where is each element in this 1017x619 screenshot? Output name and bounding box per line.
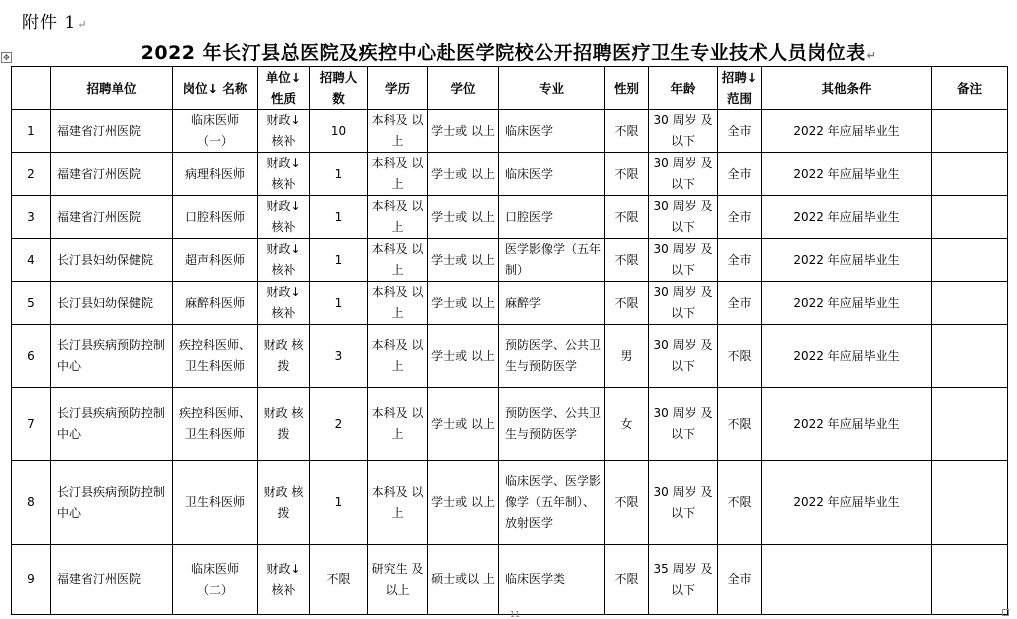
cell-unit-type: 财政↓ 核补	[258, 545, 310, 615]
cell-index: 4	[12, 239, 51, 282]
cell-unit: 福建省汀州医院	[51, 196, 173, 239]
header-degree: 学位	[428, 67, 499, 110]
cell-age: 30 周岁 及以下	[649, 282, 718, 325]
cell-position: 临床医师 （二）	[173, 545, 258, 615]
paragraph-mark-icon: ↵	[866, 49, 877, 62]
cell-degree: 学士或 以上	[428, 282, 499, 325]
table-row	[12, 282, 1008, 325]
header-gender: 性别	[605, 67, 649, 110]
cell-remarks	[932, 388, 1008, 461]
cell-gender: 女	[605, 388, 649, 461]
table-row	[12, 239, 1008, 282]
annex-label	[22, 8, 87, 33]
cell-position: 疾控科医师、卫生科医师	[173, 325, 258, 388]
cell-gender: 不限	[605, 196, 649, 239]
cell-position: 疾控科医师、卫生科医师	[173, 388, 258, 461]
cell-headcount: 1	[310, 239, 368, 282]
cell-gender: 不限	[605, 282, 649, 325]
cell-age: 30 周岁 及以下	[649, 388, 718, 461]
cell-position: 临床医师 （一）	[173, 110, 258, 153]
cell-scope: 全市	[718, 110, 762, 153]
cell-unit: 长汀县妇幼保健院	[51, 282, 173, 325]
table-header-row	[12, 67, 1008, 110]
cell-age: 30 周岁 及以下	[649, 239, 718, 282]
page-number: 11	[510, 610, 521, 619]
cell-unit: 长汀县妇幼保健院	[51, 239, 173, 282]
cell-position: 超声科医师	[173, 239, 258, 282]
cell-other-conditions: 2022 年应届毕业生	[762, 153, 932, 196]
cell-education: 本科及 以上	[368, 110, 428, 153]
cell-other-conditions: 2022 年应届毕业生	[762, 461, 932, 545]
cell-headcount: 10	[310, 110, 368, 153]
cell-gender: 不限	[605, 461, 649, 545]
cell-other-conditions: 2022 年应届毕业生	[762, 325, 932, 388]
cell-unit-type: 财政↓ 核补	[258, 153, 310, 196]
positions-table	[11, 66, 1008, 615]
cell-other-conditions	[762, 545, 932, 615]
cell-headcount: 不限	[310, 545, 368, 615]
cell-unit: 福建省汀州医院	[51, 110, 173, 153]
table-row	[12, 325, 1008, 388]
table-row	[12, 110, 1008, 153]
cell-age: 30 周岁 及以下	[649, 461, 718, 545]
cell-unit-type: 财政 核拨	[258, 388, 310, 461]
cell-remarks	[932, 325, 1008, 388]
cell-degree: 学士或 以上	[428, 461, 499, 545]
cell-other-conditions: 2022 年应届毕业生	[762, 110, 932, 153]
cell-education: 本科及 以上	[368, 282, 428, 325]
cell-position: 卫生科医师	[173, 461, 258, 545]
cell-scope: 不限	[718, 461, 762, 545]
table-row	[12, 388, 1008, 461]
cell-index: 8	[12, 461, 51, 545]
header-position: 岗位↓ 名称	[173, 67, 258, 110]
page-title	[0, 38, 1017, 65]
header-education: 学历	[368, 67, 428, 110]
cell-position: 口腔科医师	[173, 196, 258, 239]
cell-unit-type: 财政↓ 核补	[258, 110, 310, 153]
cell-unit-type: 财政 核拨	[258, 461, 310, 545]
cell-scope: 全市	[718, 196, 762, 239]
header-major: 专业	[499, 67, 605, 110]
cell-degree: 学士或 以上	[428, 153, 499, 196]
cell-education: 本科及 以上	[368, 196, 428, 239]
cell-unit: 长汀县疾病预防控制中心	[51, 461, 173, 545]
cell-index: 2	[12, 153, 51, 196]
cell-age: 30 周岁 及以下	[649, 153, 718, 196]
annex-text: 附件 1	[22, 13, 77, 33]
cell-age: 30 周岁 及以下	[649, 196, 718, 239]
cell-gender: 不限	[605, 545, 649, 615]
cell-gender: 男	[605, 325, 649, 388]
cell-index: 5	[12, 282, 51, 325]
cell-education: 本科及 以上	[368, 388, 428, 461]
cell-scope: 全市	[718, 153, 762, 196]
cell-remarks	[932, 282, 1008, 325]
cell-headcount: 1	[310, 282, 368, 325]
cell-degree: 学士或 以上	[428, 196, 499, 239]
cell-scope: 全市	[718, 545, 762, 615]
cell-gender: 不限	[605, 239, 649, 282]
cell-degree: 学士或 以上	[428, 388, 499, 461]
cell-unit-type: 财政↓ 核补	[258, 239, 310, 282]
cell-degree: 学士或 以上	[428, 239, 499, 282]
corner-marker-icon	[1002, 609, 1009, 616]
cell-major: 口腔医学	[499, 196, 605, 239]
cell-major: 临床医学、医学影像学（五年制）、放射医学	[499, 461, 605, 545]
header-index	[12, 67, 51, 110]
cell-gender: 不限	[605, 110, 649, 153]
cell-remarks	[932, 153, 1008, 196]
cell-degree: 学士或 以上	[428, 110, 499, 153]
cell-major: 预防医学、公共卫生与预防医学	[499, 325, 605, 388]
cell-major: 临床医学	[499, 110, 605, 153]
cell-remarks	[932, 110, 1008, 153]
cell-headcount: 1	[310, 153, 368, 196]
cell-headcount: 2	[310, 388, 368, 461]
cell-index: 7	[12, 388, 51, 461]
cell-unit-type: 财政↓ 核补	[258, 196, 310, 239]
cell-headcount: 3	[310, 325, 368, 388]
header-age: 年龄	[649, 67, 718, 110]
cell-other-conditions: 2022 年应届毕业生	[762, 239, 932, 282]
cell-education: 本科及 以上	[368, 239, 428, 282]
cell-major: 临床医学	[499, 153, 605, 196]
table-row	[12, 196, 1008, 239]
header-headcount: 招聘人 数	[310, 67, 368, 110]
cell-scope: 不限	[718, 388, 762, 461]
cell-major: 医学影像学（五年制）	[499, 239, 605, 282]
cell-degree: 学士或 以上	[428, 325, 499, 388]
cell-index: 9	[12, 545, 51, 615]
cell-index: 3	[12, 196, 51, 239]
header-remarks: 备注	[932, 67, 1008, 110]
cell-other-conditions: 2022 年应届毕业生	[762, 388, 932, 461]
table-move-handle-icon[interactable]: ✥	[1, 52, 12, 63]
cell-scope: 全市	[718, 239, 762, 282]
table-row	[12, 461, 1008, 545]
header-scope: 招聘↓ 范围	[718, 67, 762, 110]
table-row	[12, 545, 1008, 615]
cell-major: 麻醉学	[499, 282, 605, 325]
cell-index: 6	[12, 325, 51, 388]
cell-unit-type: 财政 核拨	[258, 325, 310, 388]
cell-remarks	[932, 461, 1008, 545]
cell-headcount: 1	[310, 461, 368, 545]
cell-major: 临床医学类	[499, 545, 605, 615]
cell-other-conditions: 2022 年应届毕业生	[762, 282, 932, 325]
cell-scope: 全市	[718, 282, 762, 325]
header-unit-type: 单位↓ 性质	[258, 67, 310, 110]
cell-gender: 不限	[605, 153, 649, 196]
cell-headcount: 1	[310, 196, 368, 239]
cell-remarks	[932, 196, 1008, 239]
table-row	[12, 153, 1008, 196]
cell-scope: 不限	[718, 325, 762, 388]
cell-education: 本科及 以上	[368, 461, 428, 545]
cell-major: 预防医学、公共卫生与预防医学	[499, 388, 605, 461]
cell-unit: 长汀县疾病预防控制中心	[51, 388, 173, 461]
cell-age: 30 周岁 及以下	[649, 110, 718, 153]
cell-age: 35 周岁 及以下	[649, 545, 718, 615]
cell-remarks	[932, 545, 1008, 615]
cell-unit: 福建省汀州医院	[51, 153, 173, 196]
cell-education: 研究生 及以上	[368, 545, 428, 615]
cell-index: 1	[12, 110, 51, 153]
cell-unit-type: 财政↓ 核补	[258, 282, 310, 325]
cell-education: 本科及 以上	[368, 153, 428, 196]
cell-age: 30 周岁 及以下	[649, 325, 718, 388]
cell-position: 病理科医师	[173, 153, 258, 196]
cell-unit: 长汀县疾病预防控制中心	[51, 325, 173, 388]
cell-position: 麻醉科医师	[173, 282, 258, 325]
cell-education: 本科及 以上	[368, 325, 428, 388]
title-text: 2022 年长汀县总医院及疾控中心赴医学院校公开招聘医疗卫生专业技术人员岗位表	[140, 42, 866, 64]
header-unit: 招聘单位	[51, 67, 173, 110]
paragraph-mark-icon: ↵	[77, 18, 88, 31]
header-other-conditions: 其他条件	[762, 67, 932, 110]
cell-other-conditions: 2022 年应届毕业生	[762, 196, 932, 239]
cell-degree: 硕士或以 上	[428, 545, 499, 615]
cell-unit: 福建省汀州医院	[51, 545, 173, 615]
cell-remarks	[932, 239, 1008, 282]
